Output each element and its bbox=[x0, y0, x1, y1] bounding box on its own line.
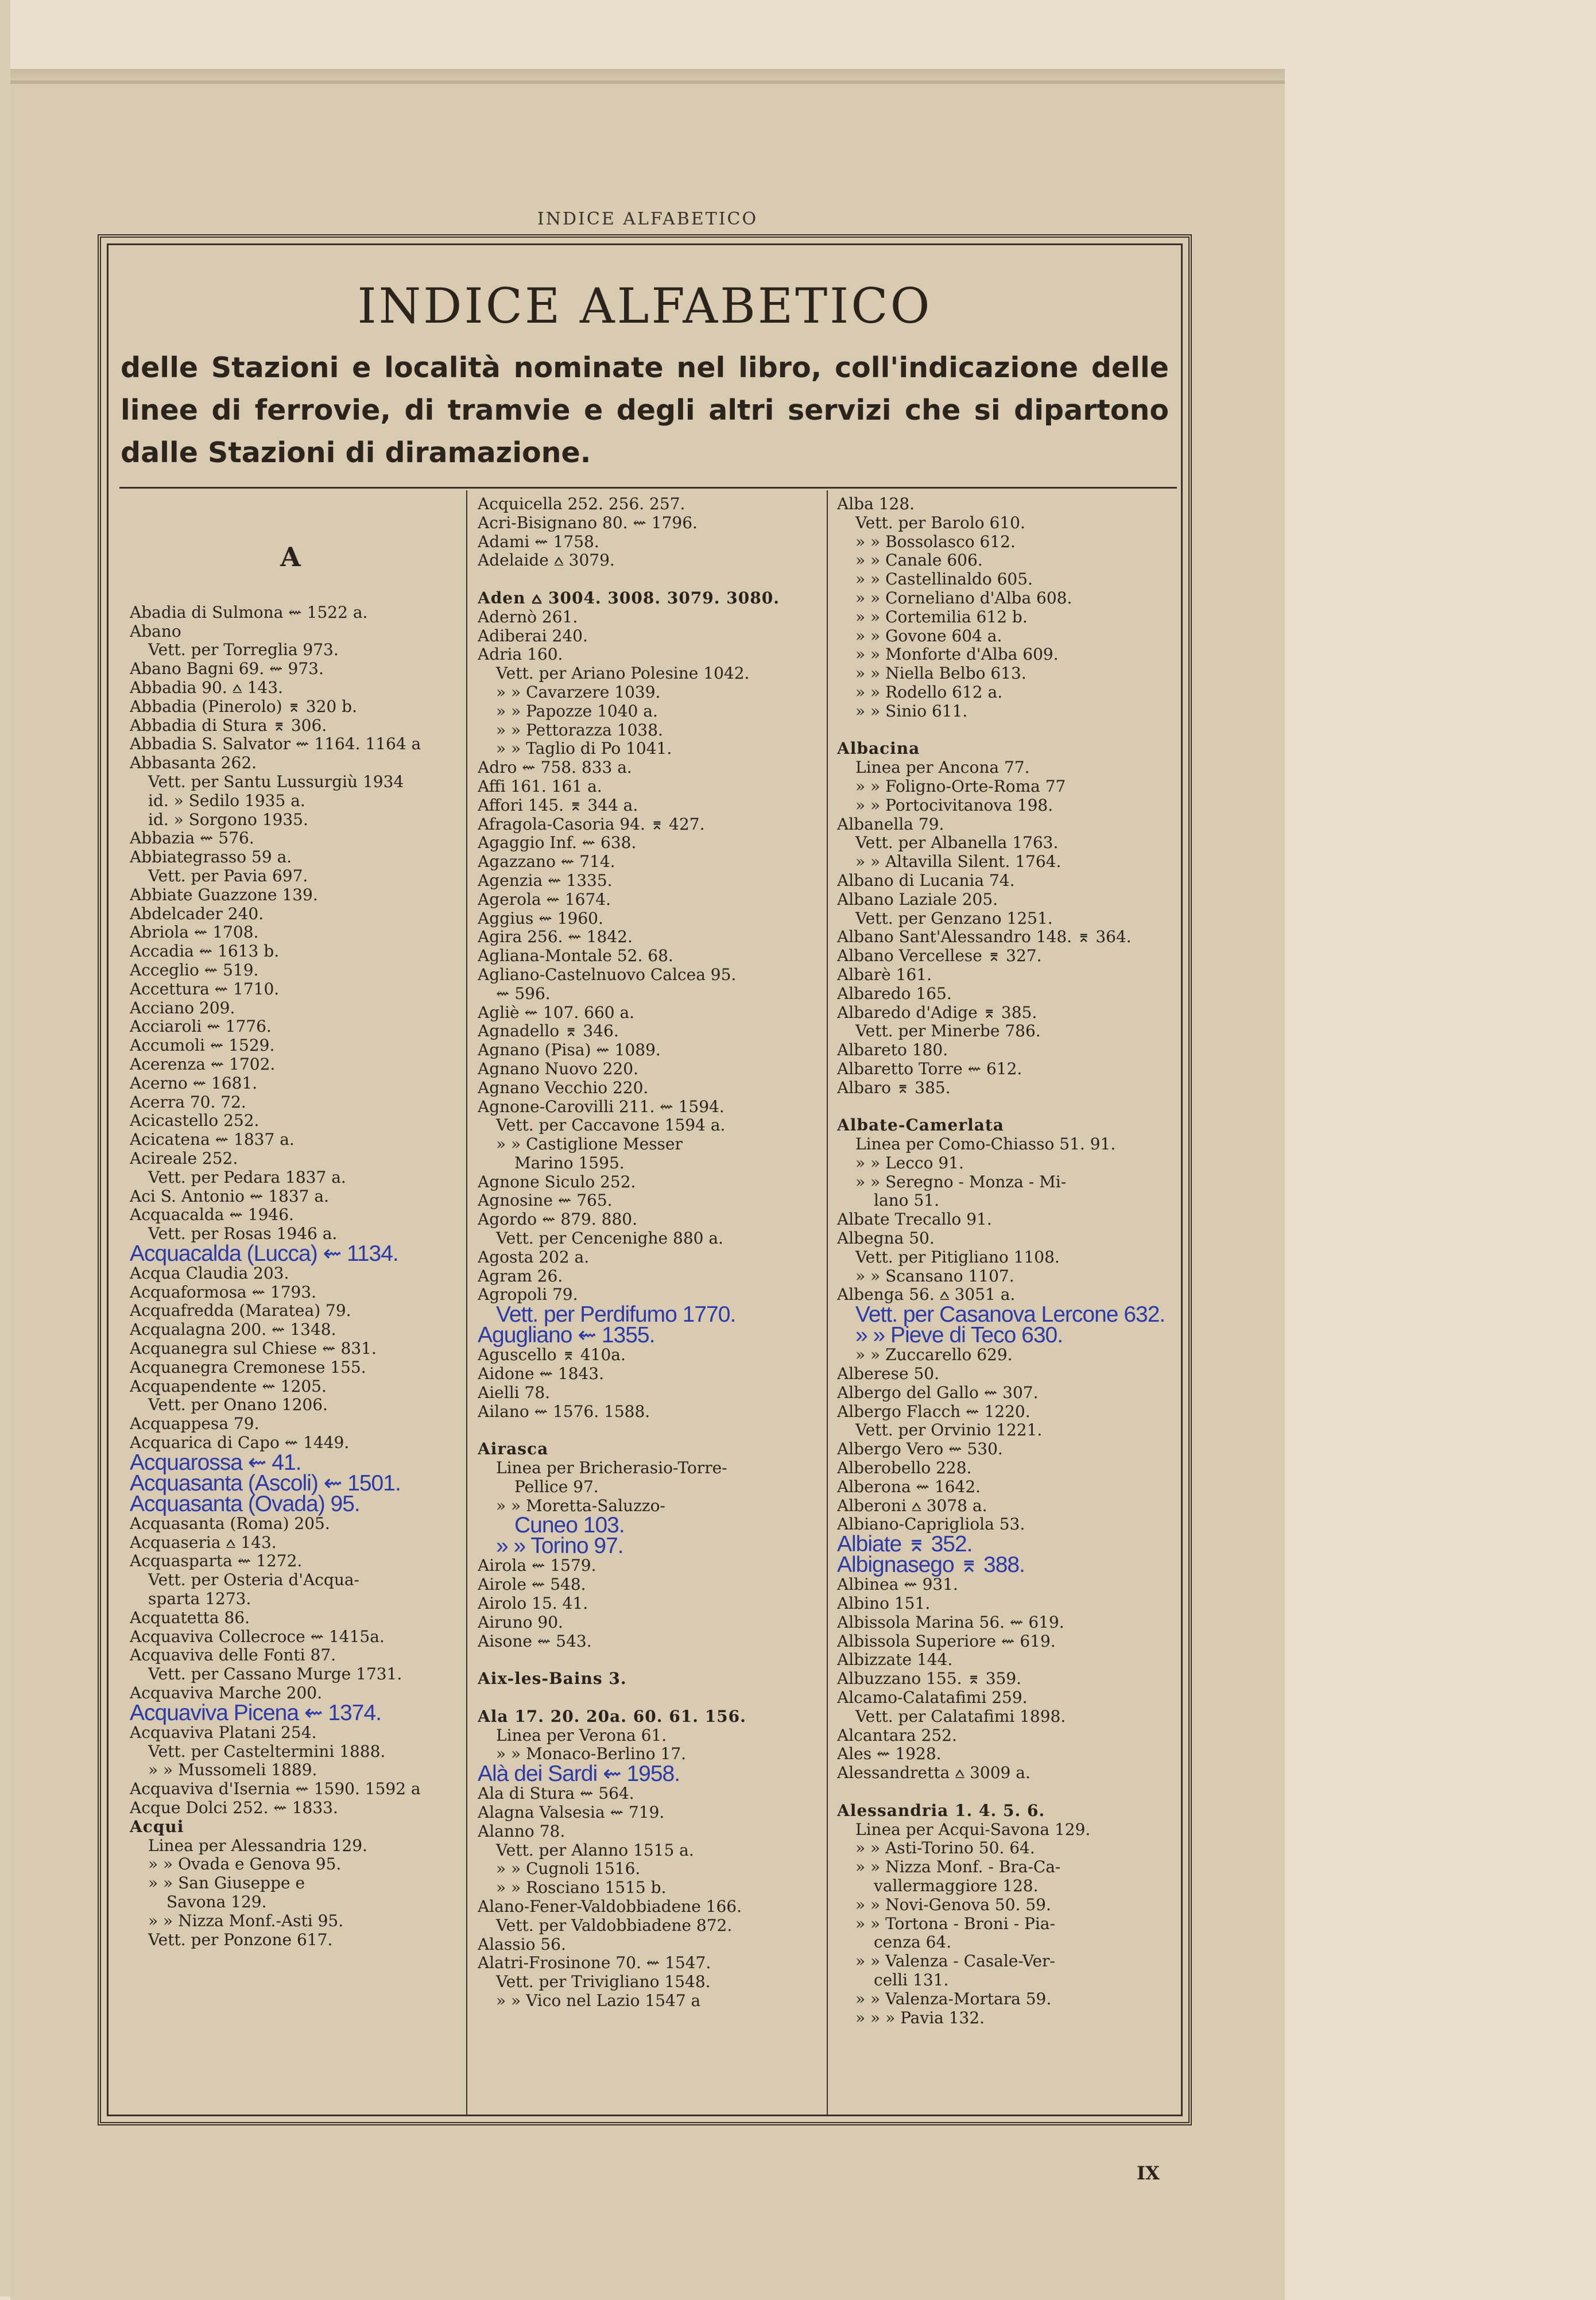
index-entry: Acciano 209. bbox=[130, 998, 235, 1017]
spacer bbox=[478, 1689, 816, 1707]
index-entry: Agropoli 79. bbox=[478, 1285, 578, 1304]
index-entry: Savona 129. bbox=[166, 1892, 267, 1911]
index-entry: Acquaviva d'Isernia ⇜ 1590. 1592 a bbox=[130, 1779, 421, 1799]
index-entry: Albissola Marina 56. ⇜ 619. bbox=[837, 1612, 1064, 1632]
index-entry: Acquacalda ⇜ 1946. bbox=[130, 1205, 294, 1225]
index-entry: Vett. per Barolo 610. bbox=[855, 513, 1025, 532]
index-entry: Albizzate 144. bbox=[837, 1650, 953, 1670]
index-entry: Acquatetta 86. bbox=[130, 1608, 250, 1627]
index-entry: Linea per Verona 61. bbox=[496, 1725, 667, 1745]
index-entry: Alcamo-Calatafimi 259. bbox=[837, 1688, 1028, 1707]
index-entry: Acquasparta ⇜ 1272. bbox=[130, 1551, 303, 1571]
index-entry: Agnadello ⌆ 346. bbox=[478, 1021, 619, 1041]
index-entry: Abdelcader 240. bbox=[130, 904, 264, 923]
index-entry: Albanella 79. bbox=[837, 814, 944, 834]
index-entry: Vett. per Onano 1206. bbox=[148, 1395, 328, 1415]
index-entry: Vett. per Calatafimi 1898. bbox=[855, 1706, 1066, 1726]
index-entry: » » Zuccarello 629. bbox=[855, 1345, 1013, 1365]
index-entry: Acquasanta (Ovada) 95. bbox=[130, 1491, 360, 1516]
index-entry: Acquaviva delle Fonti 87. bbox=[130, 1645, 336, 1665]
index-entry: » » Castellinaldo 605. bbox=[855, 570, 1033, 589]
index-entry: Linea per Como-Chiasso 51. 91. bbox=[855, 1134, 1116, 1154]
running-head: INDICE ALFABETICO bbox=[537, 209, 758, 229]
index-entry: Alberobello 228. bbox=[837, 1458, 972, 1478]
index-entry: Adami ⇜ 1758. bbox=[478, 532, 599, 551]
index-entry: » » Cavarzere 1039. bbox=[496, 682, 661, 702]
index-entry: Ailano ⇜ 1576. 1588. bbox=[478, 1401, 650, 1421]
index-entry: Agnano Nuovo 220. bbox=[478, 1059, 638, 1078]
index-entry: Abbiate Guazzone 139. bbox=[130, 885, 318, 904]
index-entry: » » Valenza - Casale-Ver- bbox=[855, 1951, 1055, 1971]
index-entry: Acquacalda (Lucca) ⇜ 1134. bbox=[130, 1241, 398, 1266]
index-entry: » » Castiglione Messer bbox=[496, 1134, 683, 1154]
index-entry: » » Pieve di Teco 630. bbox=[855, 1323, 1063, 1348]
index-entry: Acireale 252. bbox=[130, 1148, 238, 1168]
index-entry: Alberona ⇜ 1642. bbox=[837, 1477, 981, 1496]
index-entry: » » Novi-Genova 50. 59. bbox=[855, 1895, 1051, 1914]
index-entry: Abano bbox=[130, 621, 181, 641]
index-entry: cenza 64. bbox=[874, 1933, 952, 1952]
index-entry: Vett. per Casteltermini 1888. bbox=[148, 1741, 386, 1761]
index-entry: Acquaformosa ⇜ 1793. bbox=[130, 1282, 317, 1302]
index-entry: Agnano (Pisa) ⇜ 1089. bbox=[478, 1040, 661, 1060]
index-entry: Albiano-Caprigliola 53. bbox=[837, 1515, 1025, 1534]
index-entry: Albaretto Torre ⇜ 612. bbox=[837, 1059, 1022, 1078]
section-letter: A bbox=[280, 541, 301, 572]
index-entry: ⇜ 596. bbox=[496, 983, 551, 1003]
index-entry: Affi 161. 161 a. bbox=[478, 776, 602, 796]
index-entry: Acri-Bisignano 80. ⇜ 1796. bbox=[478, 513, 698, 532]
index-entry: Acquapendente ⇜ 1205. bbox=[130, 1376, 327, 1396]
index-entry: Alcantara 252. bbox=[837, 1725, 957, 1745]
index-column-2 bbox=[478, 495, 816, 2116]
index-entry: Alberese 50. bbox=[837, 1364, 939, 1384]
index-entry: Abano Bagni 69. ⇜ 973. bbox=[130, 659, 324, 679]
index-entry: » » Vico nel Lazio 1547 a bbox=[496, 1991, 701, 2010]
index-heading: Albate-Camerlata bbox=[837, 1116, 1004, 1135]
index-entry: » » Cugnoli 1516. bbox=[496, 1859, 641, 1879]
index-entry: Pellice 97. bbox=[514, 1477, 599, 1496]
index-entry: Vett. per Pitigliano 1108. bbox=[855, 1247, 1060, 1267]
index-entry: Acquaviva Picena ⇜ 1374. bbox=[130, 1700, 381, 1725]
index-entry: Agliè ⇜ 107. 660 a. bbox=[478, 1002, 635, 1022]
index-entry: Agerola ⇜ 1674. bbox=[478, 889, 611, 909]
index-entry: Adro ⇜ 758. 833 a. bbox=[478, 758, 632, 777]
index-entry: Ales ⇜ 1928. bbox=[837, 1744, 942, 1764]
index-column-3 bbox=[837, 495, 1181, 2116]
index-entry: » » Papozze 1040 a. bbox=[496, 701, 658, 721]
index-entry: Linea per Ancona 77. bbox=[855, 758, 1030, 777]
index-heading: Aix-les-Bains 3. bbox=[478, 1669, 627, 1689]
index-frame bbox=[98, 234, 1192, 2125]
index-entry: Vett. per Ponzone 617. bbox=[148, 1930, 333, 1949]
index-heading: Ala 17. 20. 20a. 60. 61. 156. bbox=[478, 1706, 746, 1726]
index-entry: Agliano-Castelnuovo Calcea 95. bbox=[478, 965, 737, 984]
index-entry: » » Scansano 1107. bbox=[855, 1266, 1014, 1285]
index-entry: Aguscello ⌆ 410a. bbox=[478, 1345, 626, 1365]
index-entry: Alanno 78. bbox=[478, 1821, 565, 1841]
index-entry: Acquanegra sul Chiese ⇜ 831. bbox=[130, 1339, 377, 1358]
index-entry: Agordo ⇜ 879. 880. bbox=[478, 1210, 638, 1229]
index-entry: » » Sinio 611. bbox=[855, 701, 968, 721]
index-entry: Alagna Valsesia ⇜ 719. bbox=[478, 1803, 665, 1822]
index-entry: Alatri-Frosinone 70. ⇜ 1547. bbox=[478, 1953, 711, 1973]
index-entry: Abbadia S. Salvator ⇜ 1164. 1164 a bbox=[130, 734, 421, 754]
index-entry: lano 51. bbox=[874, 1191, 939, 1210]
index-entry: Alessandretta ⩟ 3009 a. bbox=[837, 1763, 1031, 1783]
index-entry: Alba 128. bbox=[837, 495, 915, 513]
index-entry: Alano-Fener-Valdobbiadene 166. bbox=[478, 1896, 742, 1916]
index-entry: Vett. per Casanova Lercone 632. bbox=[855, 1302, 1165, 1327]
index-entry: Alberoni ⩟ 3078 a. bbox=[837, 1496, 987, 1515]
scan-border bbox=[0, 0, 10, 2297]
index-entry: » » Pettorazza 1038. bbox=[496, 720, 663, 739]
index-entry: Albiate ⌆ 352. bbox=[837, 1532, 973, 1557]
index-entry: » » Lecco 91. bbox=[855, 1153, 964, 1172]
index-entry: Alà dei Sardi ⇜ 1958. bbox=[478, 1761, 680, 1787]
index-entry: Acciaroli ⇜ 1776. bbox=[130, 1017, 272, 1036]
index-entry: Vett. per Valdobbiadene 872. bbox=[496, 1915, 733, 1935]
index-entry: Acque Dolci 252. ⇜ 1833. bbox=[130, 1798, 338, 1818]
index-entry: Vett. per Minerbe 786. bbox=[855, 1021, 1041, 1041]
index-entry: Vett. per Perdifumo 1770. bbox=[496, 1302, 736, 1327]
index-entry: Vett. per Cassano Murge 1731. bbox=[148, 1664, 402, 1684]
index-entry: Vett. per Trivigliano 1548. bbox=[496, 1972, 711, 1992]
index-entry: Acerno ⇜ 1681. bbox=[130, 1073, 258, 1093]
index-entry: Agosta 202 a. bbox=[478, 1247, 590, 1267]
index-entry: id. » Sorgono 1935. bbox=[148, 810, 308, 829]
index-entry: Acquaviva Platani 254. bbox=[130, 1722, 317, 1742]
index-entry: Agnone Siculo 252. bbox=[478, 1172, 636, 1191]
index-entry: Aci S. Antonio ⇜ 1837 a. bbox=[130, 1186, 329, 1206]
index-entry: Abriola ⇜ 1708. bbox=[130, 923, 259, 942]
page bbox=[10, 80, 1285, 2300]
index-entry: Albenga 56. ⩟ 3051 a. bbox=[837, 1285, 1016, 1304]
index-entry: Vett. per Caccavone 1594 a. bbox=[496, 1116, 726, 1135]
index-entry: Acicastello 252. bbox=[130, 1111, 259, 1130]
index-heading: Aden ⩟ 3004. 3008. 3079. 3080. bbox=[478, 588, 780, 607]
index-entry: Vett. per Torreglia 973. bbox=[148, 640, 339, 660]
index-entry: Abbadia 90. ⩟ 143. bbox=[130, 677, 283, 697]
index-entry: Vett. per Ariano Polesine 1042. bbox=[496, 664, 750, 683]
index-entry: Albuzzano 155. ⌆ 359. bbox=[837, 1669, 1022, 1689]
index-entry: » » Nizza Monf. - Bra-Ca- bbox=[855, 1857, 1061, 1877]
column-divider bbox=[466, 490, 467, 2116]
index-entry: Adria 160. bbox=[478, 645, 563, 664]
index-entry: Airola ⇜ 1579. bbox=[478, 1556, 596, 1575]
index-entry: Vett. per Orvinio 1221. bbox=[855, 1420, 1043, 1440]
index-entry: Vett. per Alanno 1515 a. bbox=[496, 1840, 694, 1860]
index-entry: » » Nizza Monf.-Asti 95. bbox=[148, 1911, 344, 1930]
index-entry: Vett. per Pedara 1837 a. bbox=[148, 1167, 346, 1187]
column-divider bbox=[827, 490, 828, 2116]
index-entry: Cuneo 103. bbox=[514, 1513, 625, 1538]
index-entry: Albergo Flacch ⇜ 1220. bbox=[837, 1401, 1031, 1421]
header-rule bbox=[119, 487, 1177, 489]
page-title: INDICE ALFABETICO bbox=[357, 278, 932, 334]
index-heading: Airasca bbox=[478, 1439, 549, 1459]
index-entry: vallermaggiore 128. bbox=[874, 1876, 1039, 1895]
index-entry: Acquarica di Capo ⇜ 1449. bbox=[130, 1433, 350, 1453]
index-entry: Abadia di Sulmona ⇜ 1522 a. bbox=[130, 602, 368, 622]
index-entry: Albinea ⇜ 931. bbox=[837, 1575, 958, 1594]
index-heading: Albacina bbox=[837, 739, 920, 758]
index-entry: Adernò 261. bbox=[478, 607, 578, 626]
index-entry: Vett. per Pavia 697. bbox=[148, 866, 308, 885]
index-entry: Alassio 56. bbox=[478, 1934, 566, 1954]
index-entry: » » Rosciano 1515 b. bbox=[496, 1878, 667, 1898]
index-entry: Accadia ⇜ 1613 b. bbox=[130, 942, 280, 961]
index-entry: Agnano Vecchio 220. bbox=[478, 1078, 649, 1097]
index-entry: Ala di Stura ⇜ 564. bbox=[478, 1784, 634, 1803]
index-entry: Albaredo d'Adige ⌆ 385. bbox=[837, 1002, 1037, 1022]
index-heading: Alessandria 1. 4. 5. 6. bbox=[837, 1800, 1045, 1820]
index-entry: Abbadia (Pinerolo) ⌆ 320 b. bbox=[130, 696, 357, 716]
index-entry: » » Rodello 612 a. bbox=[855, 682, 1003, 702]
index-entry: » » Foligno-Orte-Roma 77 bbox=[855, 776, 1066, 796]
index-entry: » » Niella Belbo 613. bbox=[855, 664, 1026, 683]
spacer bbox=[837, 1783, 1181, 1802]
page-subtitle: delle Stazioni e località nominate nel libro, coll'indicazione delle linee di ferrovie, di tramvie e degli altri servizi che si dipartono dalle Stazioni di diramazione. bbox=[121, 351, 1169, 469]
index-entry: Airolo 15. 41. bbox=[478, 1594, 588, 1613]
page-number: IX bbox=[1137, 2162, 1160, 2184]
index-entry: Airole ⇜ 548. bbox=[478, 1575, 586, 1594]
index-entry: Agnone-Carovilli 211. ⇜ 1594. bbox=[478, 1097, 725, 1116]
index-entry: » » Ovada e Genova 95. bbox=[148, 1854, 342, 1874]
index-entry: id. » Sedilo 1935 a. bbox=[148, 791, 305, 810]
index-entry: » » Mussomeli 1889. bbox=[148, 1760, 317, 1780]
index-entry: Albaredo 165. bbox=[837, 983, 952, 1003]
index-entry: Aisone ⇜ 543. bbox=[478, 1631, 592, 1651]
index-entry: Agenzia ⇜ 1335. bbox=[478, 870, 613, 890]
index-entry: Agram 26. bbox=[478, 1266, 563, 1285]
index-entry: » » Corneliano d'Alba 608. bbox=[855, 588, 1072, 607]
index-entry: Accettura ⇜ 1710. bbox=[130, 979, 280, 998]
index-heading: Acqui bbox=[130, 1817, 184, 1836]
index-entry: Agliana-Montale 52. 68. bbox=[478, 946, 673, 966]
index-entry: Acquasanta (Ascoli) ⇜ 1501. bbox=[130, 1470, 401, 1496]
index-entry: Linea per Acqui-Savona 129. bbox=[855, 1819, 1091, 1839]
index-entry: Marino 1595. bbox=[514, 1153, 625, 1172]
index-entry: Agira 256. ⇜ 1842. bbox=[478, 927, 633, 947]
index-entry: » » Govone 604 a. bbox=[855, 626, 1002, 645]
index-entry: » » Seregno - Monza - Mi- bbox=[855, 1172, 1067, 1191]
index-entry: Acqualagna 200. ⇜ 1348. bbox=[130, 1320, 336, 1339]
index-entry: » » Valenza-Mortara 59. bbox=[855, 1989, 1052, 2008]
index-entry: » » Torino 97. bbox=[496, 1534, 623, 1559]
index-entry: Agazzano ⇜ 714. bbox=[478, 852, 615, 872]
index-entry: Abbiategrasso 59 a. bbox=[130, 847, 292, 867]
index-entry: Vett. per Santu Lussurgiù 1934 bbox=[148, 772, 404, 791]
index-entry: Agnosine ⇜ 765. bbox=[478, 1191, 613, 1210]
index-entry: Acquasanta (Roma) 205. bbox=[130, 1513, 330, 1533]
spacer bbox=[478, 1421, 816, 1440]
index-entry: Acceglio ⇜ 519. bbox=[130, 960, 259, 979]
index-entry: Albaro ⌆ 385. bbox=[837, 1078, 951, 1097]
index-entry: Albignasego ⌆ 388. bbox=[837, 1552, 1025, 1578]
index-entry: Acquafredda (Maratea) 79. bbox=[130, 1301, 351, 1321]
index-entry: Airuno 90. bbox=[478, 1612, 563, 1632]
index-entry: Vett. per Cencenighe 880 a. bbox=[496, 1229, 723, 1248]
index-entry: Albano Vercellese ⌆ 327. bbox=[837, 946, 1042, 966]
index-entry: » » Moretta-Saluzzo- bbox=[496, 1496, 665, 1515]
index-entry: Albergo Vero ⇜ 530. bbox=[837, 1439, 1003, 1459]
index-entry: Abbasanta 262. bbox=[130, 753, 257, 773]
index-entry: Albarè 161. bbox=[837, 965, 932, 984]
index-entry: Acqua Claudia 203. bbox=[130, 1263, 289, 1283]
spacer bbox=[837, 721, 1181, 740]
index-entry: Albissola Superiore ⇜ 619. bbox=[837, 1631, 1056, 1651]
index-entry: » » Taglio di Po 1041. bbox=[496, 739, 672, 758]
index-entry: Accumoli ⇜ 1529. bbox=[130, 1036, 275, 1055]
spacer bbox=[837, 1098, 1181, 1117]
index-entry: Acerenza ⇜ 1702. bbox=[130, 1054, 276, 1074]
index-entry: Acerra 70. 72. bbox=[130, 1092, 246, 1112]
index-entry: » » Cortemilia 612 b. bbox=[855, 607, 1028, 626]
index-entry: » » Canale 606. bbox=[855, 551, 983, 570]
index-entry: Adelaide ⩟ 3079. bbox=[478, 551, 615, 570]
index-entry: Acquaviva Collecroce ⇜ 1415a. bbox=[130, 1627, 385, 1646]
index-entry: Acquaviva Marche 200. bbox=[130, 1683, 323, 1703]
index-entry: » » Tortona - Broni - Pia- bbox=[855, 1914, 1055, 1933]
spacer bbox=[478, 570, 816, 589]
index-entry: Albareto 180. bbox=[837, 1040, 948, 1060]
index-entry: Vett. per Albanella 1763. bbox=[855, 833, 1059, 853]
index-entry: Albergo del Gallo ⇜ 307. bbox=[837, 1383, 1039, 1402]
index-entry: Aidone ⇜ 1843. bbox=[478, 1364, 604, 1384]
index-entry: Acquarossa ⇜ 41. bbox=[130, 1450, 301, 1475]
index-entry: Adiberai 240. bbox=[478, 626, 588, 645]
index-entry: Acquaseria ⩟ 143. bbox=[130, 1532, 277, 1552]
index-entry: Albano Sant'Alessandro 148. ⌆ 364. bbox=[837, 927, 1132, 947]
index-entry: » » Monforte d'Alba 609. bbox=[855, 645, 1059, 664]
index-entry: Abbazia ⇜ 576. bbox=[130, 828, 254, 848]
index-entry: Albegna 50. bbox=[837, 1229, 935, 1248]
index-entry: Affori 145. ⌆ 344 a. bbox=[478, 795, 638, 815]
index-entry: Acquappesa 79. bbox=[130, 1414, 259, 1434]
index-entry: » » Portocivitanova 198. bbox=[855, 795, 1053, 815]
index-entry: Acquicella 252. 256. 257. bbox=[478, 495, 685, 513]
index-entry: Afragola-Casoria 94. ⌆ 427. bbox=[478, 814, 705, 834]
index-entry: » » Asti-Torino 50. 64. bbox=[855, 1838, 1035, 1858]
index-entry: Agugliano ⇜ 1355. bbox=[478, 1323, 655, 1348]
index-entry: Abbadia di Stura ⌆ 306. bbox=[130, 715, 327, 735]
index-entry: Vett. per Osteria d'Acqua- bbox=[148, 1570, 360, 1590]
index-entry: Linea per Bricherasio-Torre- bbox=[496, 1458, 727, 1478]
index-entry: » » San Giuseppe e bbox=[148, 1873, 305, 1893]
index-entry: Agaggio Inf. ⇜ 638. bbox=[478, 833, 637, 853]
index-entry: Albano Laziale 205. bbox=[837, 889, 998, 909]
index-entry: Linea per Alessandria 129. bbox=[148, 1836, 367, 1855]
index-entry: Aggius ⇜ 1960. bbox=[478, 908, 603, 928]
index-entry: Albino 151. bbox=[837, 1594, 931, 1613]
index-column-1 bbox=[130, 495, 451, 2116]
index-entry: Albate Trecallo 91. bbox=[837, 1210, 992, 1229]
spacer bbox=[478, 1651, 816, 1670]
index-entry: sparta 1273. bbox=[148, 1589, 251, 1609]
index-entry: Albano di Lucania 74. bbox=[837, 870, 1015, 890]
index-entry: » » » Pavia 132. bbox=[855, 2008, 985, 2027]
index-entry: » » Bossolasco 612. bbox=[855, 532, 1016, 551]
index-entry: Vett. per Rosas 1946 a. bbox=[148, 1224, 338, 1244]
index-entry: Acicatena ⇜ 1837 a. bbox=[130, 1130, 295, 1149]
index-entry: Vett. per Genzano 1251. bbox=[855, 908, 1053, 928]
index-entry: celli 131. bbox=[874, 1970, 949, 1989]
index-entry: Acquanegra Cremonese 155. bbox=[130, 1357, 366, 1377]
index-entry: » » Monaco-Berlino 17. bbox=[496, 1744, 687, 1764]
index-entry: » » Altavilla Silent. 1764. bbox=[855, 852, 1062, 872]
index-entry: Aielli 78. bbox=[478, 1383, 551, 1402]
